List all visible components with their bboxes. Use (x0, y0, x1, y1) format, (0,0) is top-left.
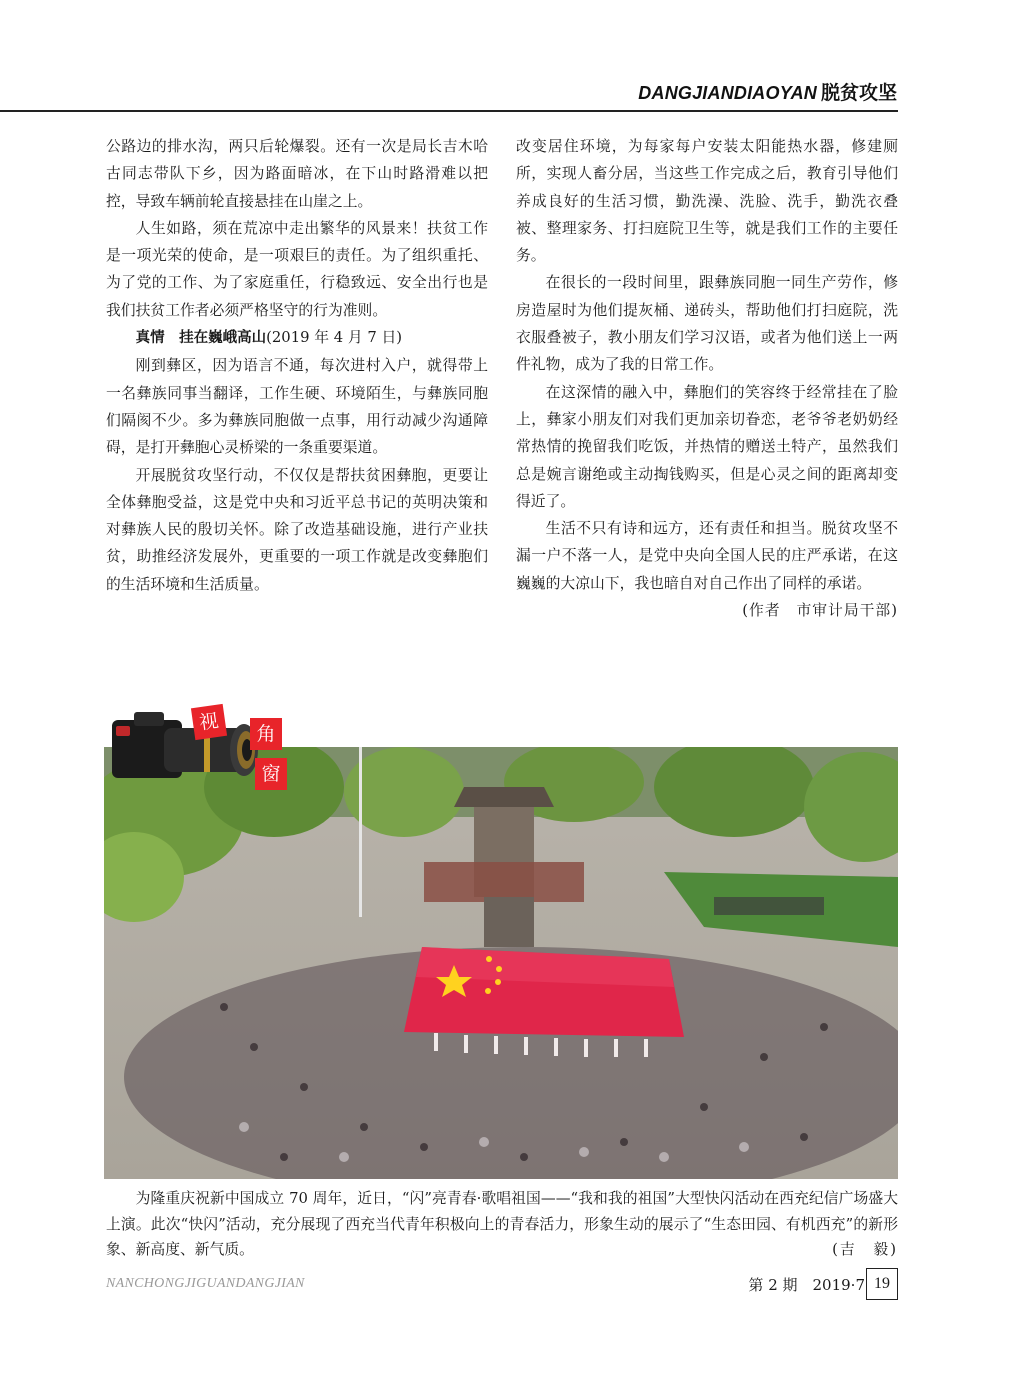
camera-icon (104, 706, 264, 786)
article-column-right (516, 133, 898, 624)
section-title-cn: 脱贫攻坚 (820, 83, 897, 104)
paragraph: 在很长的一段时间里，跟彝族同胞一同生产劳作，修房造屋时为他们提灰桶、递砖头，帮助他们打扫庭院，洗衣服叠被子，教小朋友们学习汉语，或者为他们送上一两件礼物，成为了我的日常工作。 (516, 274, 898, 374)
paragraph: 改变居住环境，为每家每户安装太阳能热水器，修建厕所，实现人畜分居，当这些工作完成之后，教育引导他们养成良好的生活习惯，勤洗澡、洗脸、洗手，勤洗衣叠被、整理家务、打扫庭院卫生等，就是我们工作的主要任务。 (516, 138, 898, 265)
paragraph: 人生如路，须在荒凉中走出繁华的风景来！扶贫工作是一项光荣的使命，是一项艰巨的责任。为了组织重托、为了党的工作、为了家庭重任，行稳致远、安全出行也是我们扶贫工作者必须严格坚守的行为准则。 (106, 219, 488, 319)
caption-text: 为隆重庆祝新中国成立 70 周年，近日，“闪”亮青春·歌唱祖国——“我和我的祖国”大型快闪活动在西充纪信广场盛大上演。此次“快闪”活动，充分展现了西充当代青年积极向上的青春活力，形象生动的展示了“生态田园、有机西充”的新形象、新高度、新气质。 (106, 1190, 898, 1258)
photo-caption (106, 1186, 898, 1263)
issue-info: 第 2 期 2019·7 (748, 1276, 865, 1294)
page-number: 19 (866, 1268, 898, 1300)
stamp-char: 视 (191, 704, 227, 740)
subheading-date: (2019 年 4 月 7 日) (266, 329, 403, 347)
section-title (638, 78, 897, 105)
paragraph: 刚到彝区，因为语言不通，每次进村入户，就得带上一名彝族同事当翻译，工作生硬、环境陌生，与彝族同胞们隔阂不少。多为彝族同胞做一点事，用行动减少沟通障碍，是打开彝胞心灵桥梁的一条重要渠道。 (106, 357, 488, 457)
photo-illustration (104, 747, 898, 1179)
paragraph: 开展脱贫攻坚行动，不仅仅是帮扶贫困彝胞，更要让全体彝胞受益，这是党中央和习近平总书记的英明决策和对彝族人民的殷切关怀。除了改造基础设施，进行产业扶贫，助推经济发展外，更重要的一项工作就是改变彝胞们的生活环境和生活质量。 (106, 466, 488, 593)
paragraph: 在这深情的融入中，彝胞们的笑容终于经常挂在了脸上，彝家小朋友们对我们更加亲切眷恋，老爷爷老奶奶经常热情的挽留我们吃饭，并热情的赠送土特产，虽然我们总是婉言谢绝或主动掏钱购买，但是心灵之间的距离却变得近了。 (516, 383, 898, 510)
section-subheading (106, 324, 488, 352)
feature-photo (104, 747, 898, 1179)
article-column-left (106, 133, 488, 598)
paragraph: 生活不只有诗和远方，还有责任和担当。脱贫攻坚不漏一户不落一人，是党中央向全国人民的庄严承诺，在这巍巍的大凉山下，我也暗自对自己作出了同样的承诺。 (516, 520, 898, 592)
author-note: (作者 市审计局干部) (742, 602, 898, 620)
photo-credit: (吉 毅) (832, 1241, 898, 1258)
journal-name: NANCHONGJIGUANDANGJIAN (106, 1276, 305, 1291)
stamp-char: 角 (250, 718, 282, 750)
section-title-en: DANGJIANDIAOYAN (638, 83, 817, 103)
header-rule (0, 110, 898, 112)
paragraph: 公路边的排水沟，两只后轮爆裂。还有一次是局长吉木哈古同志带队下乡，因为路面暗冰，在下山时路滑难以把控，导致车辆前轮直接悬挂在山崖之上。 (106, 138, 488, 210)
stamp-char: 窗 (255, 758, 287, 790)
subheading-title: 真情 挂在巍峨高山 (135, 330, 267, 347)
